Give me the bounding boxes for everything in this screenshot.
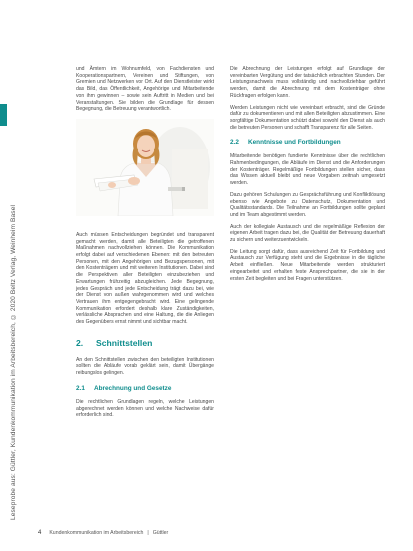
paragraph: Werden Leistungen nicht wie vereinbart erbracht, sind die Gründe dafür zu dokumentieren und mit allen Beteiligten abzustimmen. Eine sorgfältige Dokumentation schützt dabei sowohl den Dienst als auch die betreuten Personen und schafft Transparenz für alle Seiten.: [230, 104, 385, 131]
subsection-heading: [230, 139, 385, 147]
paragraph: Dazu gehören Schulungen zu Gesprächsführung und Konfliktlösung ebenso wie Angebote zu Datenschutz, Dokumentation und Qualitätsstandards. Die Teilnahme an Fortbildungen sollte geplant und im Team abgestimmt werden.: [230, 191, 385, 218]
sidebar-vertical-text: Leseprobe aus: Güttler, Kundenkommunikation im Arbeitsbereich, © 2020 Beltz Verlag, Weinheim Basel: [10, 204, 17, 520]
page-number: 4: [38, 530, 42, 536]
page-footer: [38, 528, 378, 538]
left-column: [76, 66, 214, 424]
paragraph: Die Leitung sorgt dafür, dass ausreichend Zeit für Fortbildung und Austausch zur Verfügung steht und die Ergebnisse in die tägliche Arbeit einfließen. Neue Mitarbeitende werden strukturiert eingearbeitet und erhalten feste Ansprechpartner, die sie in der ersten Zeit begleiten und bei Fragen unterstützen.: [230, 248, 385, 282]
footer-separator: |: [147, 530, 149, 536]
chapter-tab-marker: [0, 104, 7, 126]
section-title: Schnittstellen: [96, 337, 153, 348]
section-heading: [76, 338, 214, 349]
photo-woman-with-documents: [76, 119, 214, 216]
paragraph: Die Abrechnung der Leistungen erfolgt auf Grundlage der vereinbarten Vergütung und der tatsächlich erbrachten Stunden. Der Leistungsnachweis muss vollständig und nachvollziehbar geführt werden, damit die Abrechnung mit dem Kostenträger ohne Rückfragen erfolgen kann.: [230, 66, 385, 99]
footer-title: Kundenkommunikation im Arbeitsbereich: [49, 530, 144, 536]
paragraph: Mitarbeitende benötigen fundierte Kenntnisse über die rechtlichen Rahmenbedingungen, die Abläufe im Dienst und die Anforderungen der Kostenträger. Regelmäßige Fortbildungen stellen sicher, dass das Wissen aktuell bleibt und neue Vorgaben zeitnah umgesetzt werden.: [230, 153, 385, 187]
footer-author: Güttler: [152, 530, 169, 536]
subsection-title: Kenntnisse und Fortbildungen: [248, 139, 341, 147]
right-column: [230, 66, 385, 287]
paragraph: An den Schnittstellen zwischen den beteiligten Institutionen sollten die Abläufe vorab geklärt sein, damit Übergänge reibungslos gelingen.: [76, 356, 214, 377]
subsection-heading: [76, 385, 214, 393]
paragraph: Die rechtlichen Grundlagen regeln, welche Leistungen abgerechnet werden können und welche Nachweise dafür erforderlich sind.: [76, 398, 214, 419]
photo-illustration: [76, 119, 214, 216]
subsection-number: 2.2: [230, 139, 239, 147]
paragraph: Auch müssen Entscheidungen begründet und transparent gemacht werden, damit alle Beteiligten die getroffenen Maßnahmen nachvollziehen können. Die Kommunikation erfolgt dabei auf verschiedenen Ebenen: mit den betreuten Personen, mit den Angehörigen und Bezugspersonen, mit den Kostenträgern und mit weiteren Institutionen. Dabei sind die Perspektiven aller Beteiligten einzubeziehen und Erwartungen frühzeitig abzugleichen. Jede Begegnung, jedes Gespräch und jede Entscheidung trägt dazu bei, wie der Dienst von außen wahrgenommen wird und welches Vertrauen ihm entgegengebracht wird. Eine gelingende Kommunikation erfordert deshalb klare Zuständigkeiten, verlässliche Absprachen und eine Haltung, die die Anliegen des Gegenübers ernst nimmt und sichtbar macht.: [76, 231, 214, 326]
paragraph: Auch der kollegiale Austausch und die regelmäßige Reflexion der eigenen Arbeit tragen dazu bei, die Qualität der Betreuung dauerhaft zu sichern und weiterzuentwickeln.: [230, 223, 385, 244]
subsection-number: 2.1: [76, 384, 85, 392]
subsection-title: Abrechnung und Gesetze: [94, 384, 172, 392]
section-number: 2.: [76, 337, 84, 348]
paragraph: und Ämtern im Wohnumfeld, von Fachdiensten und Kooperationspartnern, Vereinen und Stiftungen, von Gremien und Netzwerken vor Ort. Auf den Dienstleister wirkt das Bild, das Öffentlichkeit, Angehörige und Mitarbeitende von ihm gewinnen – sowie sein Auftritt in Medien und bei Veranstaltungen. Sie bilden die Grundlage für dessen Begegnung, die Betreuung verantwortlich.: [76, 66, 214, 113]
